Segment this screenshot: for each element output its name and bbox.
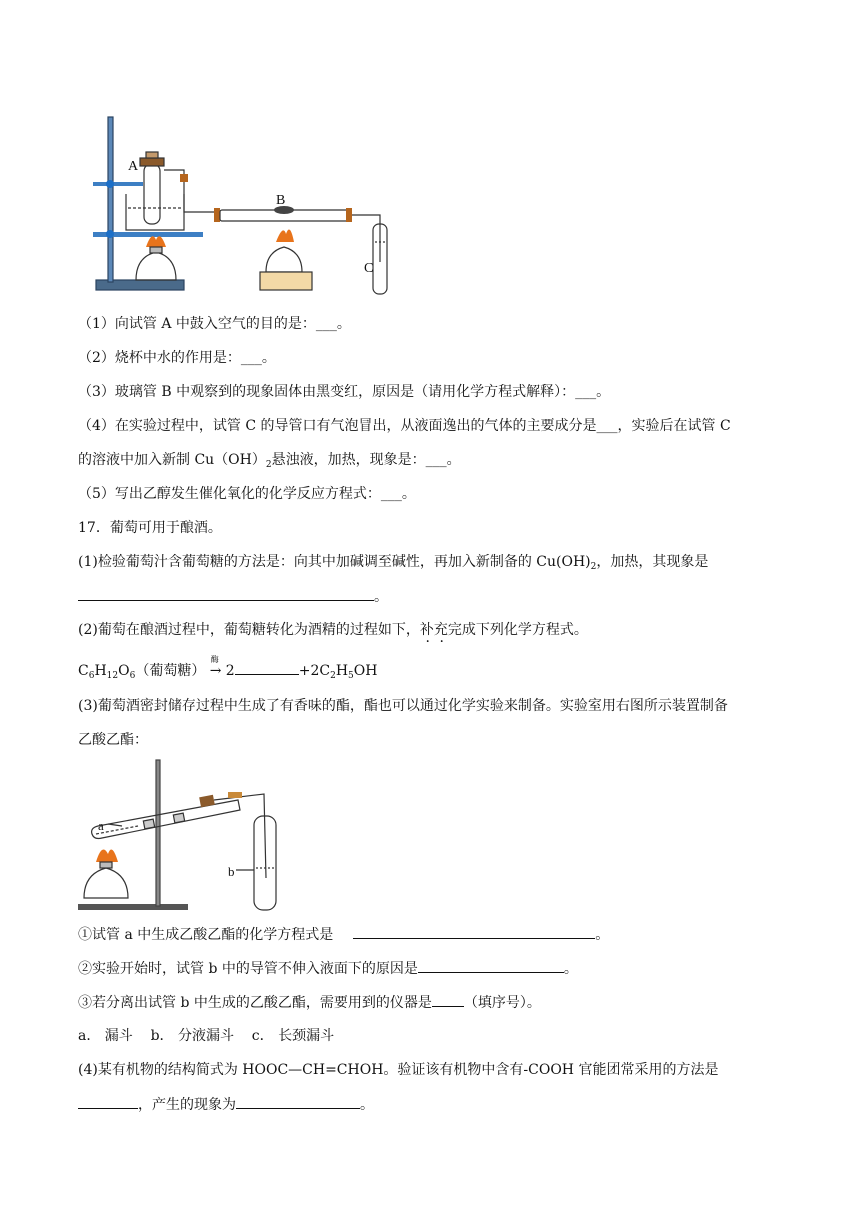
eq-h: H bbox=[94, 663, 107, 679]
q17-step2-end: 。 bbox=[563, 961, 578, 977]
q17-part4-line2-mid: ，产生的现象为 bbox=[138, 1097, 236, 1113]
eq-coef: 2 bbox=[225, 663, 235, 679]
eq-name: （葡萄糖） bbox=[135, 663, 206, 679]
q17-part2-text-pre: (2)葡萄在酿酒过程中，葡萄糖转化为酒精的过程如下， bbox=[78, 622, 420, 638]
q17-part2-dot1: 补 bbox=[419, 622, 434, 638]
q16-part4-line2 bbox=[78, 450, 461, 475]
eq-arrow-label: 酶 bbox=[210, 655, 219, 664]
q16-part5: （5）写出乙醇发生催化氧化的化学反应方程式：___。 bbox=[78, 486, 416, 502]
q16-part4-line1: （4）在实验过程中，试管 C 的导管口有气泡冒出，从液面逸出的气体的主要成分是___，实验后在试管 C bbox=[78, 418, 731, 434]
eq-6a: 6 bbox=[88, 671, 95, 681]
q16-part2: （2）烧杯中水的作用是：___。 bbox=[78, 350, 276, 366]
q16-part4-line2-post: 悬浊液，加热，现象是：___。 bbox=[271, 452, 461, 468]
eq-arrow-glyph: → bbox=[209, 663, 222, 679]
q17-step2-text: ②实验开始时，试管 b 中的导管不伸入液面下的原因是 bbox=[78, 961, 418, 977]
eq-arrow bbox=[209, 655, 226, 681]
apparatus-figure-1 bbox=[88, 112, 408, 297]
eq-c: C bbox=[78, 663, 89, 679]
q17-step1 bbox=[78, 924, 609, 945]
eq-plus: +2C bbox=[298, 663, 331, 679]
eq-5: 5 bbox=[348, 671, 354, 681]
q17-part2-text-post: 完成下列化学方程式。 bbox=[447, 622, 588, 638]
q17-part1-line1-sub: 2 bbox=[590, 562, 597, 572]
eq-h2: H bbox=[335, 663, 349, 679]
q17-step1-end: 。 bbox=[595, 927, 610, 943]
q17-step1-blank bbox=[353, 924, 595, 939]
q17-part4-line2-end: 。 bbox=[360, 1097, 374, 1113]
q17-part1-line2-end: 。 bbox=[374, 589, 388, 605]
eq-6b: 6 bbox=[129, 671, 136, 681]
q17-part1-line1 bbox=[78, 552, 708, 577]
q17-part2-line1 bbox=[78, 620, 588, 640]
q16-part4-line2-pre: 的溶液中加入新制 Cu（OH） bbox=[78, 452, 266, 468]
q17-part2-dot2: 充 bbox=[433, 622, 448, 638]
eq-12: 12 bbox=[106, 671, 119, 681]
q17-part1-line2 bbox=[78, 586, 388, 607]
q17-part1-line1-post: ，加热，其现象是 bbox=[596, 554, 709, 570]
q17-step3-post: （填序号）。 bbox=[463, 995, 541, 1011]
q17-part4-blank2 bbox=[236, 1094, 360, 1109]
q17-equation bbox=[78, 655, 378, 686]
q17-part4-line1: (4)某有机物的结构简式为 HOOC—CH=CHOH。验证该有机物中含有-COOH 官能团常采用的方法是 bbox=[78, 1062, 719, 1078]
q17-part3-line2: 乙酸乙酯： bbox=[78, 732, 148, 748]
q17-part1-blank bbox=[78, 586, 374, 601]
q17-step3-blank bbox=[432, 992, 464, 1007]
eq-blank bbox=[235, 660, 299, 675]
figure1-label-b: B bbox=[276, 193, 286, 208]
q17-part3-line1: (3)葡萄酒密封储存过程中生成了有香味的酯，酯也可以通过化学实验来制备。实验室用右图所示装置制备 bbox=[78, 698, 728, 714]
figure1-label-c: C bbox=[364, 261, 374, 276]
q16-part4-line2-sub: 2 bbox=[265, 460, 272, 470]
q17-step3-text: ③若分离出试管 b 中生成的乙酸乙酯，需要用到的仪器是 bbox=[78, 995, 432, 1011]
apparatus-figure-2 bbox=[78, 758, 278, 914]
eq-o: O bbox=[118, 663, 130, 679]
figure2-label-a: a bbox=[98, 818, 104, 833]
q17-step3-options: a． 漏斗 b． 分液漏斗 c． 长颈漏斗 bbox=[78, 1028, 335, 1044]
q17-step1-text: ①试管 a 中生成乙酸乙酯的化学方程式是 bbox=[78, 927, 334, 943]
q17-part1-line1-text: (1)检验葡萄汁含葡萄糖的方法是：向其中加碱调至碱性，再加入新制备的 Cu(OH) bbox=[78, 554, 591, 570]
q17-part4-line2 bbox=[78, 1094, 374, 1115]
q17-step2-blank bbox=[418, 958, 564, 973]
eq-oh: OH bbox=[353, 663, 378, 679]
figure2-label-b: b bbox=[228, 864, 235, 879]
q16-part3: （3）玻璃管 B 中观察到的现象固体由黑变红，原因是（请用化学方程式解释）：___。 bbox=[78, 384, 611, 400]
figure1-label-a: A bbox=[128, 159, 139, 174]
q17-step3 bbox=[78, 992, 541, 1013]
eq-2: 2 bbox=[330, 671, 336, 681]
q17-step2 bbox=[78, 958, 578, 979]
q17-part4-blank1 bbox=[78, 1094, 138, 1109]
q16-part1: （1）向试管 A 中鼓入空气的目的是：___。 bbox=[78, 316, 351, 332]
q17-title: 17．葡萄可用于酿酒。 bbox=[78, 520, 222, 536]
